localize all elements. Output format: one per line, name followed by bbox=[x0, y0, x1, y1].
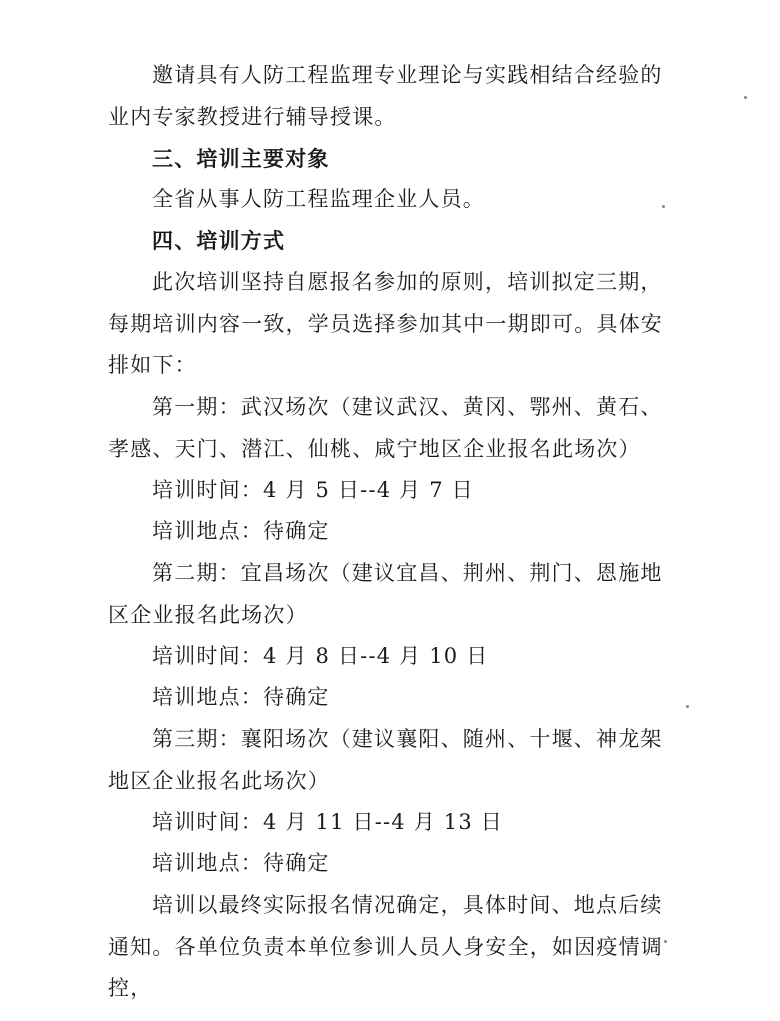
session-3-title: 第三期：襄阳场次（建议襄阳、随州、十堰、神龙架地区企业报名此场次） bbox=[108, 727, 663, 793]
scan-speck bbox=[662, 205, 665, 208]
session-2-location: 培训地点：待确定 bbox=[152, 685, 330, 709]
session-2-title: 第二期：宜昌场次（建议宜昌、荆州、荆门、恩施地区企业报名此场次） bbox=[108, 561, 663, 627]
session-1-time: 培训时间：4 月 5 日--4 月 7 日 bbox=[152, 478, 474, 502]
session-1-title: 第一期：武汉场次（建议武汉、黄冈、鄂州、黄石、孝感、天门、潜江、仙桃、咸宁地区企业报名此场次） bbox=[108, 395, 663, 461]
session-1-location: 培训地点：待确定 bbox=[152, 519, 330, 543]
heading-training-method: 四、培训方式 bbox=[152, 228, 286, 253]
scan-speck bbox=[686, 705, 689, 708]
session-3-location: 培训地点：待确定 bbox=[152, 851, 330, 875]
scan-speck bbox=[664, 940, 667, 943]
paragraph-final-notice: 培训以最终实际报名情况确定，具体时间、地点后续通知。各单位负责本单位参训人员人身安全，如因疫情调控， bbox=[108, 893, 663, 1000]
scan-speck bbox=[744, 96, 747, 99]
paragraph-targets: 全省从事人防工程监理企业人员。 bbox=[152, 187, 485, 211]
paragraph-method: 此次培训坚持自愿报名参加的原则，培训拟定三期，每期培训内容一致，学员选择参加其中一期即可。具体安排如下： bbox=[108, 270, 663, 377]
heading-training-targets: 三、培训主要对象 bbox=[152, 146, 330, 171]
paragraph-experts: 邀请具有人防工程监理专业理论与实践相结合经验的业内专家教授进行辅导授课。 bbox=[108, 63, 663, 129]
session-3-time: 培训时间：4 月 11 日--4 月 13 日 bbox=[152, 810, 504, 834]
session-2-time: 培训时间：4 月 8 日--4 月 10 日 bbox=[152, 644, 489, 668]
